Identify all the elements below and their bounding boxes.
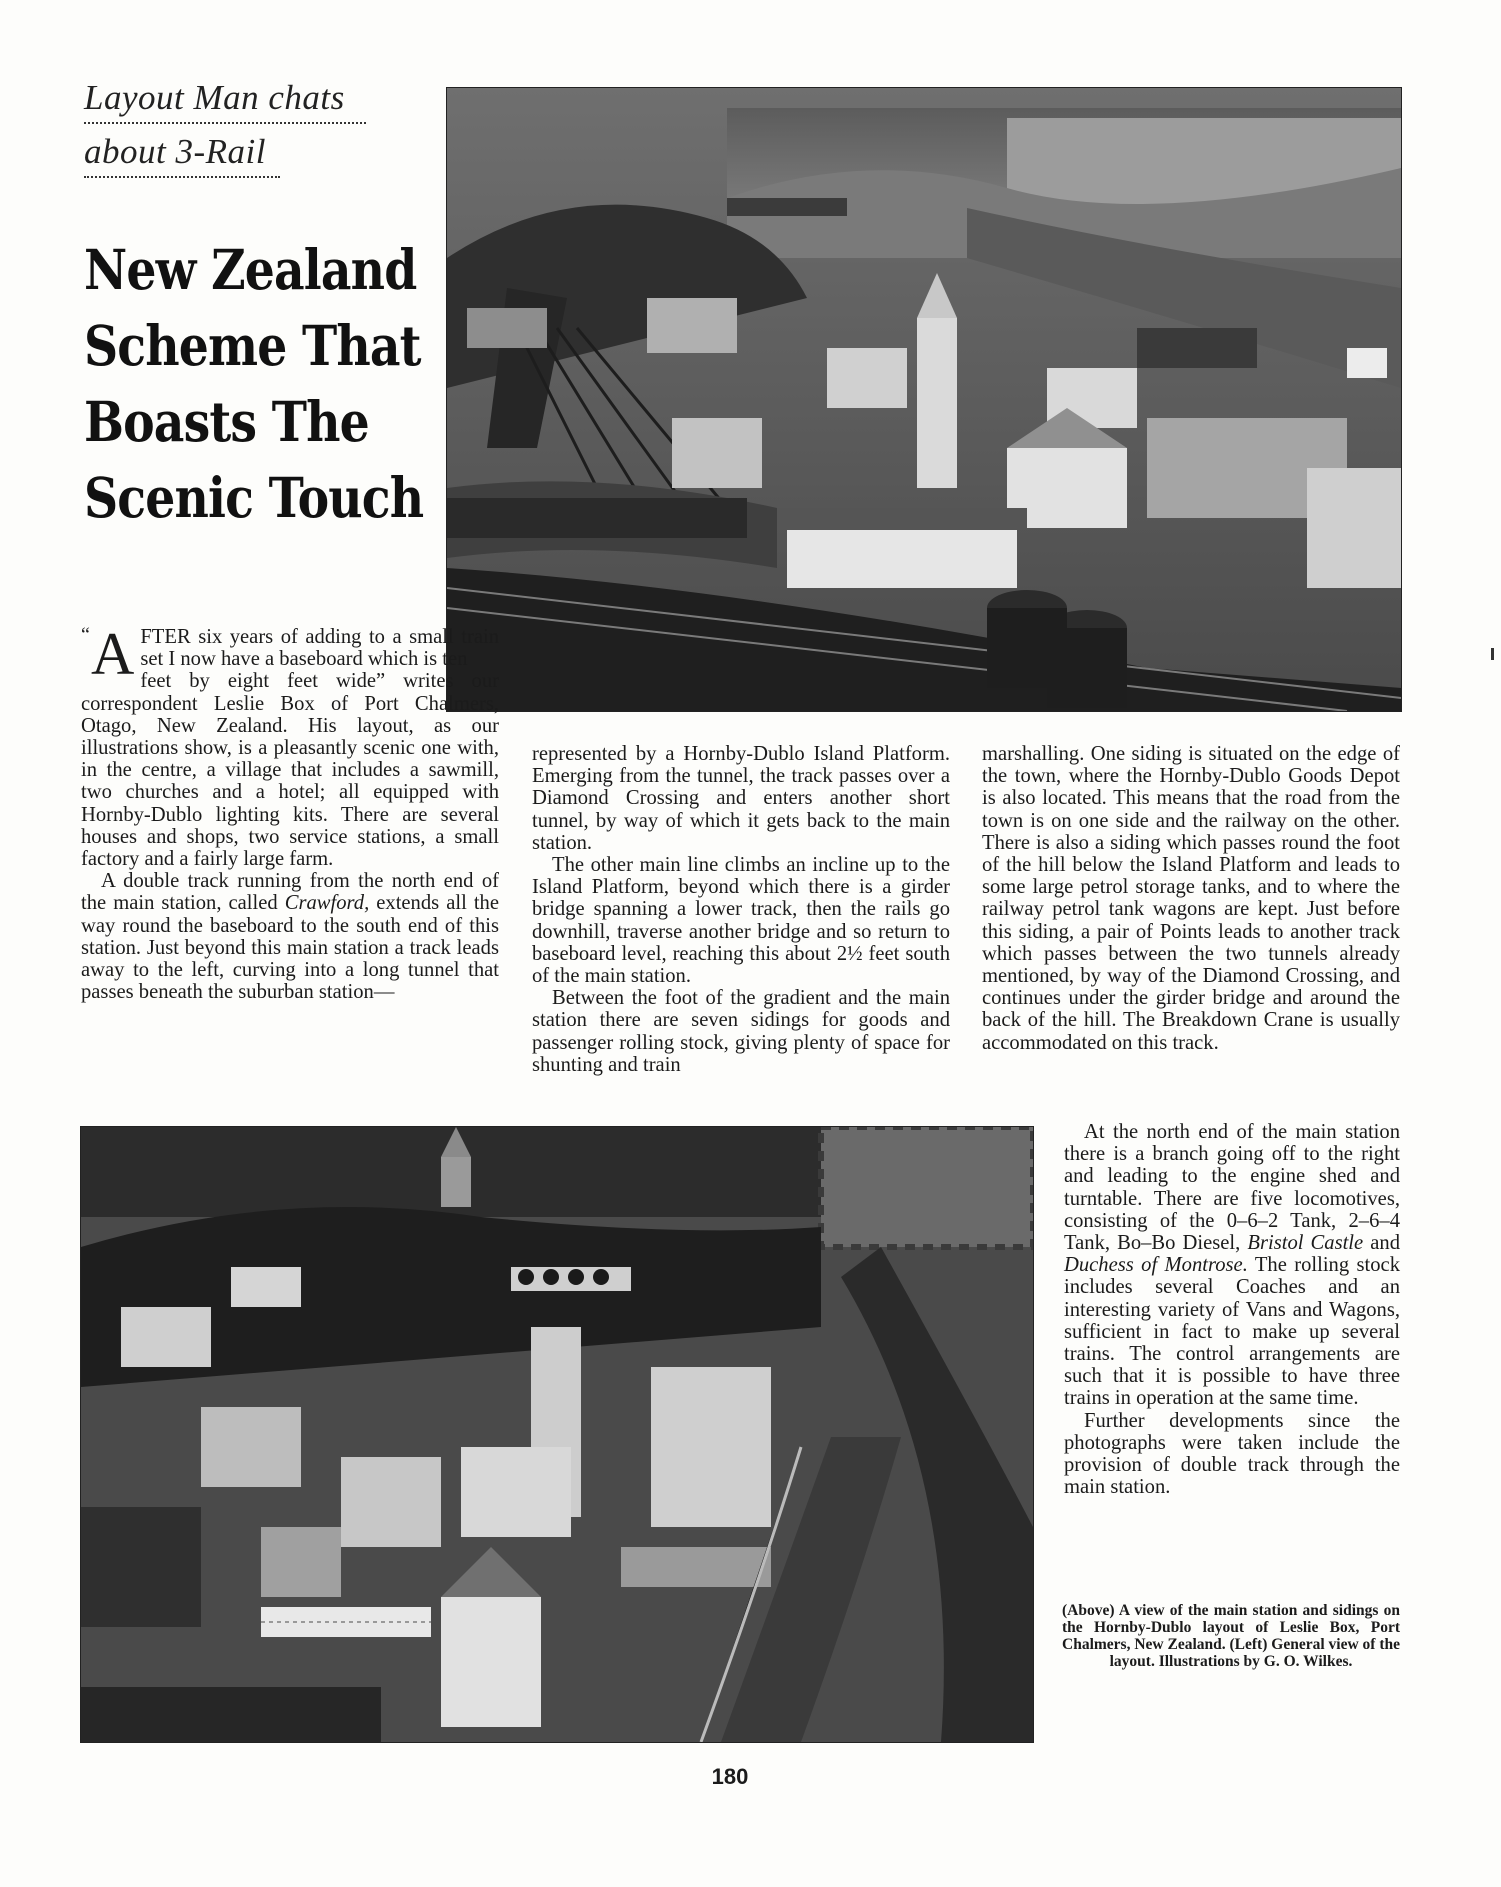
intro-lead-text: FTER six years of adding to a small train set I now have a baseboard which is ten [140,626,499,671]
main-station-photo [446,87,1402,712]
column-3-paragraph-2 [1064,1121,1400,1410]
general-view-photo [80,1126,1034,1743]
open-quote: “ [81,624,90,646]
edge-mark [1491,648,1494,660]
column-1-paragraph-1: feet by eight feet wide” writes our correspondent Leslie Box of Port Chalmers, Otago, New Zealand. His layout, as our illustrations show, is a pleasantly scenic one with, in the centre, a village that includes a sawmill, two churches and a hotel; all equipped with Hornby-Dublo lighting kits. There are several houses and shops, two service stations, a small factory and a fairly large farm. [81,670,499,871]
station-photo-icon [447,88,1401,711]
headline-line-2: Scheme That [84,313,421,378]
headline-line-4: Scenic Touch [84,465,424,530]
village-photo-icon [81,1127,1033,1742]
column-1-paragraph-2 [81,870,499,1003]
text-run: extends all the way round the baseboard to the south end of this station. Just beyond this main station a track leads away to the left, curving into a long tunnel that passes beneath the suburban station— [81,892,499,1004]
headline-line-1: New Zealand [84,237,417,302]
headline-line-3: Boasts The [84,389,369,454]
text-run: The rolling stock includes several Coaches and an interesting variety of Vans and Wagons, sufficient in fact to make up several trains. The control arrangements are such that it is possible to have three trains in operation at the same time. [1064,1254,1400,1410]
photo-caption: (Above) A view of the main station and sidings on the Hornby-Dublo layout of Leslie Box, Port Chalmers, New Zealand. (Left) General view of the layout. Illustrations by G. O. Wilkes. [1062,1602,1400,1670]
headline [84,232,424,536]
locomotive-name: Bristol Castle [1247,1232,1364,1255]
column-2-paragraph-2: The other main line climbs an incline up to the Island Platform, beyond which there is a girder bridge spanning a lower track, then the rails go downhill, traverse another bridge and so return to baseboard level, reaching this about 2½ feet south of the main station. [532,854,950,988]
article-intro [81,621,499,687]
column-2-paragraph-3: Between the foot of the gradient and the main station there are seven sidings for goods and passenger rolling stock, giving plenty of space for shunting and train [532,987,950,1076]
station-name: Crawford, [284,892,370,915]
text-run: At the north end of the main station there is a branch going off to the right and leading to the engine shed and turntable. There are five locomotives, consisting of the 0–6–2 Tank, 2–6–4 Tank, Bo–Bo Diesel, [1064,1121,1400,1255]
column-3-paragraph-3: Further developments since the photographs were taken include the provision of double track through the main station. [1064,1409,1400,1499]
text-run: A double track running from the north end of the main station, called [81,870,499,915]
article-column-1 [81,621,499,1004]
locomotive-name: Duchess of Montrose. [1064,1254,1248,1277]
kicker-line-1: Layout Man chats [84,78,366,124]
column-3-paragraph-1: marshalling. One siding is situated on the edge of the town, where the Hornby-Dublo Goods Depot is also located. This means that the road from the town is on one side and the railway on the other. There is also a siding which passes round the foot of the hill below the Island Platform and leads to some large petrol storage tanks, and to where the railway petrol tank wagons are kept. Just before this siding, a pair of Points leads to another track which passes between the two tunnels already mentioned, by way of the Diamond Crossing, and continues under the girder bridge and around the back of the hill. The Breakdown Crane is usually accommodated on this track. [982,743,1400,1054]
kicker-line-2: about 3-Rail [84,132,280,178]
article-column-2 [532,743,950,1076]
article-column-3-lower [1064,1121,1400,1498]
drop-cap: A [91,621,135,687]
page-number: 180 [711,1764,749,1789]
column-2-paragraph-1: represented by a Hornby-Dublo Island Platform. Emerging from the tunnel, the track passes over a Diamond Crossing and enters another short tunnel, by way of which it gets back to the main station. [532,743,950,854]
text-run: and [1363,1232,1400,1255]
article-column-3 [982,743,1400,1054]
